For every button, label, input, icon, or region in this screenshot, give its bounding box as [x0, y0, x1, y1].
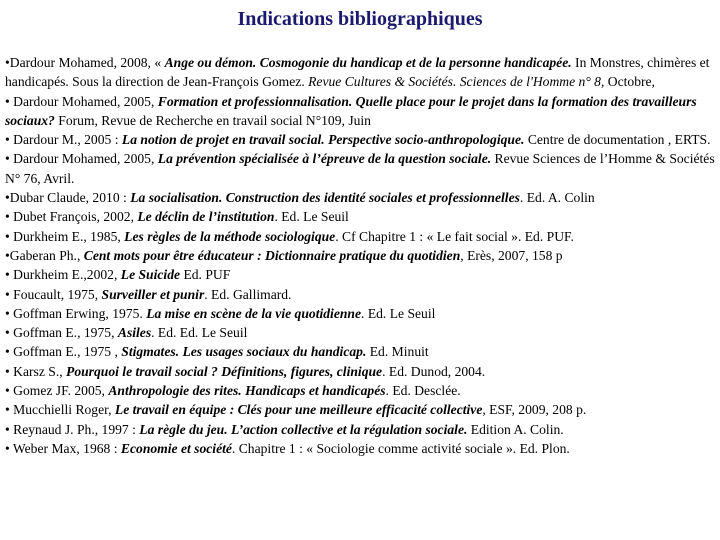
bibliography-entry	[5, 342, 717, 361]
entry-text: • Gomez JF. 2005,	[5, 383, 109, 399]
entry-text: . Ed. Le Seuil	[361, 305, 436, 321]
entry-work-title: La règle du jeu. L’action collective et la régulation sociale.	[139, 421, 468, 437]
bibliography-entry	[5, 246, 717, 265]
entry-text: •Dubar Claude, 2010 :	[5, 190, 131, 206]
entry-work-title: Le travail en équipe : Clés pour une meilleure efficacité collective	[114, 402, 483, 418]
entry-text: Forum, Revue de Recherche en travail social N°109, Juin	[54, 112, 371, 128]
bibliography-list	[5, 53, 717, 458]
entry-text: • Durkheim E., 1985,	[5, 228, 125, 244]
entry-text: . Ed. Gallimard.	[204, 286, 292, 302]
entry-work-title: Surveiller et punir	[101, 286, 205, 302]
entry-text: • Foucault, 1975,	[5, 286, 102, 302]
entry-text: • Reynaud J. Ph., 1997 :	[5, 421, 140, 437]
entry-work-title: La notion de projet en travail social. Perspective socio-anthropologique.	[121, 132, 525, 148]
entry-work-title: Asiles	[117, 325, 152, 341]
entry-work-title: Formation et professionnalisation. Quelle place pour le projet dans la formation des travailleurs sociaux?	[5, 93, 697, 128]
entry-work-title: La mise en scène de la vie quotidienne	[146, 305, 362, 321]
bibliography-entry	[5, 130, 717, 149]
entry-text: . Ed. Dunod, 2004.	[382, 363, 486, 379]
entry-work-title: Ange ou démon. Cosmogonie du handicap et de la personne handicapée.	[164, 55, 572, 70]
entry-text: Revue Sciences de l’Homme & Sociétés N° 76, Avril.	[5, 151, 715, 186]
entry-work-title: Le Suicide	[120, 267, 181, 283]
bibliography-entry	[5, 439, 717, 458]
entry-text: Centre de documentation , ERTS.	[524, 132, 711, 148]
entry-text: . Ed. Le Seuil	[274, 209, 349, 225]
entry-work-title: Cent mots pour être éducateur : Dictionnaire pratique du quotidien	[83, 247, 461, 263]
entry-text: • Goffman E., 1975 ,	[5, 344, 122, 360]
bibliography-entry	[5, 53, 717, 92]
entry-text: • Dardour Mohamed, 2005,	[5, 151, 158, 167]
entry-text: , ESF, 2009, 208 p.	[482, 402, 587, 418]
bibliography-entry	[5, 420, 717, 439]
bibliography-entry	[5, 92, 717, 131]
bibliography-entry	[5, 304, 717, 323]
entry-work-title: Pourquoi le travail social ? Définitions, figures, clinique	[66, 363, 383, 379]
entry-text: • Goffman Erwing, 1975.	[5, 305, 147, 321]
entry-text: • Mucchielli Roger,	[5, 402, 115, 418]
entry-text: Ed. PUF	[180, 267, 231, 283]
bibliography-entry	[5, 381, 717, 400]
entry-text: • Goffman E., 1975,	[5, 325, 118, 341]
bibliography-entry	[5, 362, 717, 381]
entry-work-title: La prévention spécialisée à l’épreuve de la question sociale.	[157, 151, 492, 167]
entry-text: . Ed. Desclée.	[385, 383, 461, 399]
bibliography-entry	[5, 207, 717, 226]
entry-work-title: Stigmates. Les usages sociaux du handicap.	[121, 344, 367, 360]
entry-work-title: Anthropologie des rites. Handicaps et handicapés	[108, 383, 386, 399]
entry-text: Edition A. Colin.	[467, 421, 564, 437]
entry-text: In Monstres, chimères et handicapés. Sous la direction de Jean-François Gomez.	[5, 55, 710, 90]
entry-text: •Dardour Mohamed, 2008, «	[5, 55, 165, 70]
bibliography-entry	[5, 227, 717, 246]
entry-work-title: Economie et société	[120, 440, 232, 456]
entry-text: • Dardour M., 2005 :	[5, 132, 122, 148]
entry-work-title: Le déclin de l’institution	[137, 209, 275, 225]
entry-text: . Cf Chapitre 1 : « Le fait social ». Ed. PUF.	[335, 228, 574, 244]
bibliography-entry	[5, 265, 717, 284]
entry-text: • Dubet François, 2002,	[5, 209, 138, 225]
entry-text: •Gaberan Ph.,	[5, 247, 84, 263]
entry-italic-text: Revue Cultures & Sociétés. Sciences de l'Homme n° 8,	[308, 74, 605, 90]
entry-text: • Dardour Mohamed, 2005,	[5, 93, 158, 109]
bibliography-entry	[5, 188, 717, 207]
bibliography-entry	[5, 149, 717, 188]
bibliography-entry	[5, 323, 717, 342]
entry-text: • Weber Max, 1968 :	[5, 440, 121, 456]
entry-work-title: La socialisation. Construction des identité sociales et professionnelles	[130, 190, 520, 206]
entry-text: • Durkheim E.,2002,	[5, 267, 121, 283]
entry-text: • Karsz S.,	[5, 363, 67, 379]
entry-text: , Erès, 2007, 158 p	[460, 247, 563, 263]
entry-text: Octobre,	[604, 74, 655, 90]
page-title: Indications bibliographiques	[237, 8, 483, 30]
entry-text: Ed. Minuit	[366, 344, 429, 360]
entry-text: . Chapitre 1 : « Sociologie comme activité sociale ». Ed. Plon.	[231, 440, 570, 456]
entry-work-title: Les règles de la méthode sociologique	[124, 228, 336, 244]
entry-text: . Ed. Ed. Le Seuil	[151, 325, 248, 341]
bibliography-entry	[5, 400, 717, 419]
entry-text: . Ed. A. Colin	[519, 190, 595, 206]
bibliography-entry	[5, 285, 717, 304]
